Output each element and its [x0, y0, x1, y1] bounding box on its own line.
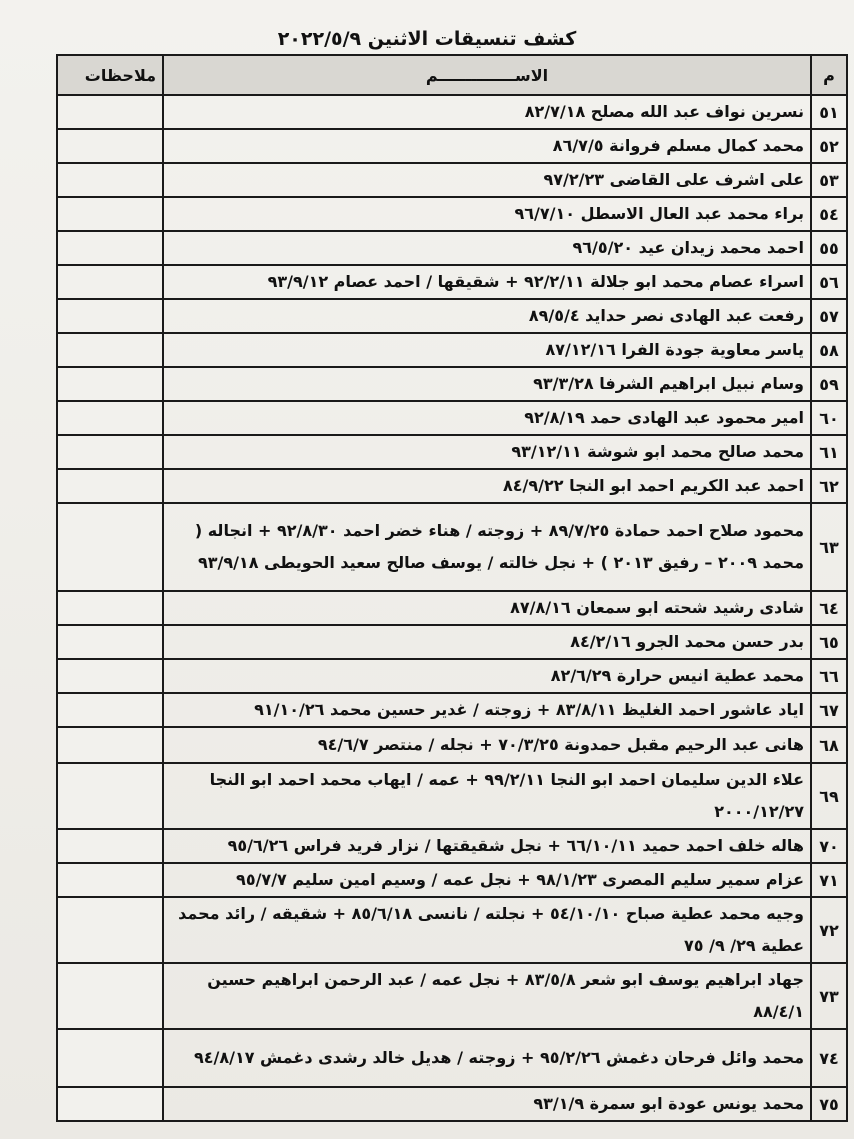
table-row — [57, 197, 847, 231]
column-header-num: م — [811, 55, 847, 95]
table-row — [57, 231, 847, 265]
row-notes — [57, 265, 163, 299]
table-row — [57, 333, 847, 367]
row-name: وجيه محمد عطية صباح ٥٤/١٠/١٠ + نجلته / نانسى ٨٥/٦/١٨ + شقيقه / رائد محمد عطية ٢٩/ ٩/ ٧٥ — [163, 897, 811, 963]
row-name: امير محمود عبد الهادى حمد ٩٢/٨/١٩ — [163, 401, 811, 435]
header-row — [57, 55, 847, 95]
row-name: محمد يونس عودة ابو سمرة ٩٣/١/٩ — [163, 1087, 811, 1121]
row-number: ٦١ — [811, 435, 847, 469]
row-name: هاله خلف احمد حميد ٦٦/١٠/١١ + نجل شقيقتها / نزار فريد فراس ٩٥/٦/٢٦ — [163, 829, 811, 863]
row-name: نسرين نواف عبد الله مصلح ٨٢/٧/١٨ — [163, 95, 811, 129]
row-notes — [57, 693, 163, 727]
row-notes — [57, 503, 163, 591]
table-row — [57, 763, 847, 829]
row-number: ٦٦ — [811, 659, 847, 693]
row-notes — [57, 963, 163, 1029]
row-notes — [57, 95, 163, 129]
row-number: ٧٣ — [811, 963, 847, 1029]
row-name: محمود صلاح احمد حمادة ٨٩/٧/٢٥ + زوجته / هناء خضر احمد ٩٢/٨/٣٠ + انجاله ( محمد ٢٠٠٩ – رفيق ٢٠١٣ ) + نجل خالته / يوسف صالح سعيد الحويطى ٩٣/٩/١٨ — [163, 503, 811, 591]
row-name: اياد عاشور احمد الغليظ ٨٣/٨/١١ + زوجته / غدير حسين محمد ٩١/١٠/٢٦ — [163, 693, 811, 727]
row-name: وسام نبيل ابراهيم الشرفا ٩٣/٣/٢٨ — [163, 367, 811, 401]
table-row — [57, 863, 847, 897]
table-row — [57, 963, 847, 1029]
row-notes — [57, 863, 163, 897]
row-number: ٥٨ — [811, 333, 847, 367]
table-row — [57, 727, 847, 763]
row-name: براء محمد عبد العال الاسطل ٩٦/٧/١٠ — [163, 197, 811, 231]
row-notes — [57, 197, 163, 231]
row-name: جهاد ابراهيم يوسف ابو شعر ٨٣/٥/٨ + نجل عمه / عبد الرحمن ابراهيم حسين ٨٨/٤/١ — [163, 963, 811, 1029]
table-row — [57, 265, 847, 299]
row-name: احمد عبد الكريم احمد ابو النجا ٨٤/٩/٢٢ — [163, 469, 811, 503]
row-notes — [57, 659, 163, 693]
row-name: ياسر معاوية جودة الفرا ٨٧/١٢/١٦ — [163, 333, 811, 367]
row-notes — [57, 231, 163, 265]
row-number: ٦٠ — [811, 401, 847, 435]
table-row — [57, 897, 847, 963]
row-name: محمد وائل فرحان دغمش ٩٥/٢/٢٦ + زوجته / هديل خالد رشدى دغمش ٩٤/٨/١٧ — [163, 1029, 811, 1087]
row-number: ٦٤ — [811, 591, 847, 625]
row-name: عزام سمير سليم المصرى ٩٨/١/٢٣ + نجل عمه / وسيم امين سليم ٩٥/٧/٧ — [163, 863, 811, 897]
row-notes — [57, 591, 163, 625]
row-notes — [57, 435, 163, 469]
row-name: احمد محمد زيدان عيد ٩٦/٥/٢٠ — [163, 231, 811, 265]
row-number: ٥٥ — [811, 231, 847, 265]
row-notes — [57, 129, 163, 163]
table-row — [57, 95, 847, 129]
column-header-name: الاســــــــــــــم — [163, 55, 811, 95]
table-row — [57, 693, 847, 727]
row-number: ٥٣ — [811, 163, 847, 197]
row-number: ٦٥ — [811, 625, 847, 659]
row-notes — [57, 333, 163, 367]
row-number: ٦٨ — [811, 727, 847, 763]
column-header-notes: ملاحظات — [57, 55, 163, 95]
row-notes — [57, 727, 163, 763]
row-number: ٧١ — [811, 863, 847, 897]
row-number: ٥٤ — [811, 197, 847, 231]
row-number: ٧٤ — [811, 1029, 847, 1087]
table-row — [57, 401, 847, 435]
row-number: ٧٠ — [811, 829, 847, 863]
roster-table — [56, 54, 848, 1122]
table-row — [57, 659, 847, 693]
row-notes — [57, 367, 163, 401]
row-notes — [57, 299, 163, 333]
table-row — [57, 129, 847, 163]
row-notes — [57, 625, 163, 659]
table-row — [57, 299, 847, 333]
table-row — [57, 469, 847, 503]
row-number: ٦٢ — [811, 469, 847, 503]
page-title: كشف تنسيقات الاثنين ٢٠٢٢/٥/٩ — [277, 28, 577, 50]
row-name: محمد صالح محمد ابو شوشة ٩٣/١٢/١١ — [163, 435, 811, 469]
row-name: علاء الدين سليمان احمد ابو النجا ٩٩/٢/١١ + عمه / ايهاب محمد احمد ابو النجا ٢٠٠٠/١٢/٢٧ — [163, 763, 811, 829]
table-row — [57, 1087, 847, 1121]
row-notes — [57, 401, 163, 435]
row-number: ٥٩ — [811, 367, 847, 401]
row-notes — [57, 897, 163, 963]
row-name: محمد عطية انيس حرارة ٨٢/٦/٢٩ — [163, 659, 811, 693]
table-row — [57, 163, 847, 197]
row-notes — [57, 1029, 163, 1087]
row-notes — [57, 829, 163, 863]
row-name: هانى عبد الرحيم مقبل حمدونة ٧٠/٣/٢٥ + نجله / منتصر ٩٤/٦/٧ — [163, 727, 811, 763]
row-number: ٦٧ — [811, 693, 847, 727]
row-number: ٧٢ — [811, 897, 847, 963]
row-notes — [57, 163, 163, 197]
row-number: ٥١ — [811, 95, 847, 129]
row-number: ٥٧ — [811, 299, 847, 333]
row-number: ٥٢ — [811, 129, 847, 163]
row-number: ٦٣ — [811, 503, 847, 591]
table-row — [57, 829, 847, 863]
row-name: اسراء عصام محمد ابو جلالة ٩٢/٢/١١ + شقيقها / احمد عصام ٩٣/٩/١٢ — [163, 265, 811, 299]
row-number: ٦٩ — [811, 763, 847, 829]
table-row — [57, 1029, 847, 1087]
row-notes — [57, 469, 163, 503]
table-row — [57, 435, 847, 469]
row-name: رفعت عبد الهادى نصر حدايد ٨٩/٥/٤ — [163, 299, 811, 333]
row-name: على اشرف على القاضى ٩٧/٢/٢٣ — [163, 163, 811, 197]
table-row — [57, 503, 847, 591]
row-name: محمد كمال مسلم فروانة ٨٦/٧/٥ — [163, 129, 811, 163]
row-name: بدر حسن محمد الجرو ٨٤/٢/١٦ — [163, 625, 811, 659]
table-row — [57, 591, 847, 625]
row-number: ٧٥ — [811, 1087, 847, 1121]
row-notes — [57, 763, 163, 829]
row-notes — [57, 1087, 163, 1121]
row-name: شادى رشيد شحته ابو سمعان ٨٧/٨/١٦ — [163, 591, 811, 625]
table-row — [57, 625, 847, 659]
row-number: ٥٦ — [811, 265, 847, 299]
table-row — [57, 367, 847, 401]
